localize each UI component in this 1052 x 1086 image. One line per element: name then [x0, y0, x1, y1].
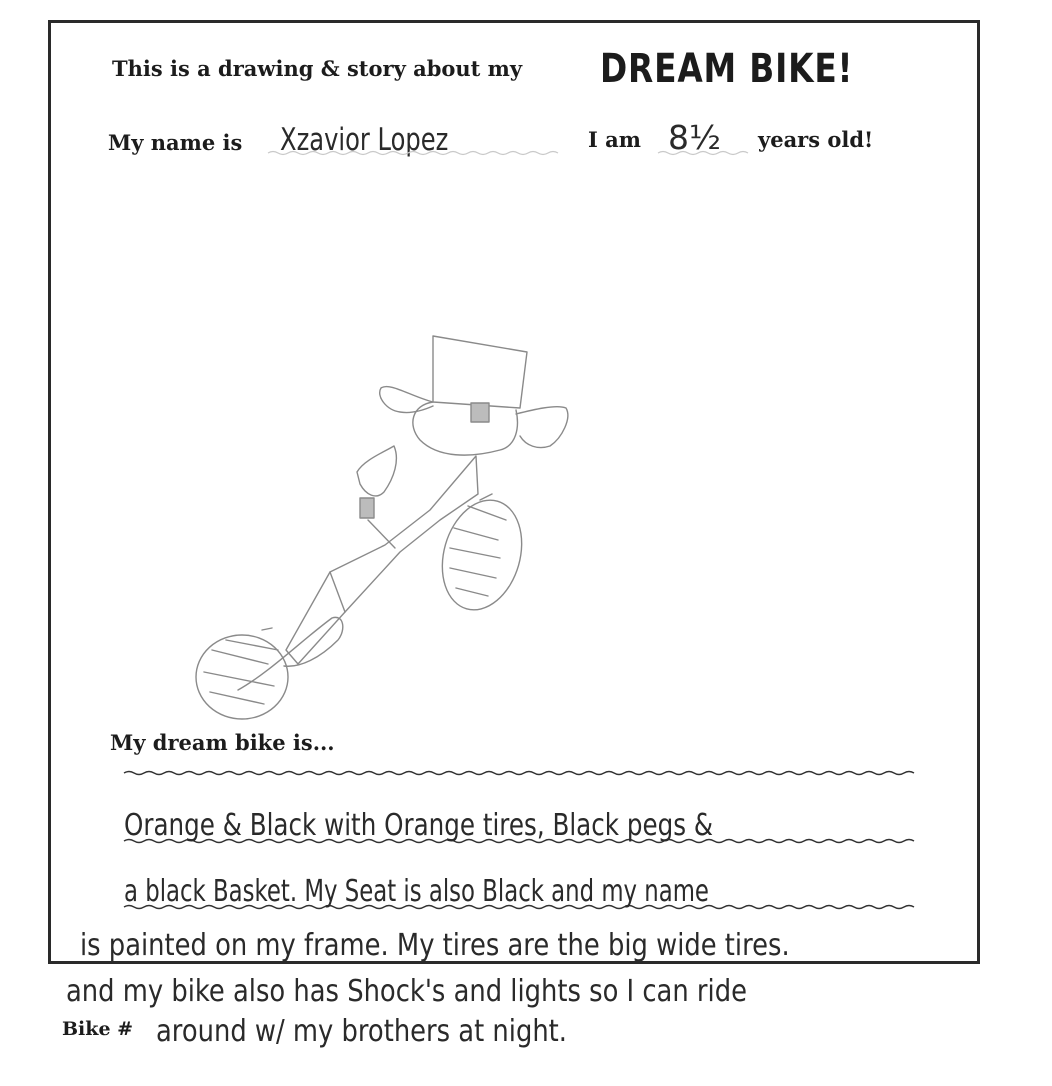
rear-wheel-sketch [196, 617, 343, 719]
name-field-value: Xzavior Lopez [280, 122, 449, 158]
age-suffix: years old! [758, 127, 874, 152]
story-line-2: a black Basket. My Seat is also Black and my name [124, 874, 709, 909]
story-line-4: and my bike also has Shock's and lights so I can ride [66, 974, 747, 1009]
frame-sketch [286, 456, 478, 664]
basket-sketch [433, 336, 527, 422]
intro-text: This is a drawing & story about my [112, 56, 523, 81]
seat-sketch [357, 446, 396, 518]
name-label: My name is [108, 130, 243, 155]
age-field-value: 8½ [668, 118, 721, 157]
story-line-5: around w/ my brothers at night. [156, 1014, 567, 1049]
page-title: DREAM BIKE! [600, 46, 854, 92]
story-line-3: is painted on my frame. My tires are the big wide tires. [80, 928, 790, 963]
story-prompt: My dream bike is... [110, 730, 335, 755]
story-rule-1 [124, 770, 914, 776]
front-wheel-sketch [430, 491, 534, 620]
story-line-1: Orange & Black with Orange tires, Black pegs & [124, 808, 714, 843]
bike-number-label: Bike # [62, 1018, 134, 1040]
age-label: I am [588, 127, 641, 152]
